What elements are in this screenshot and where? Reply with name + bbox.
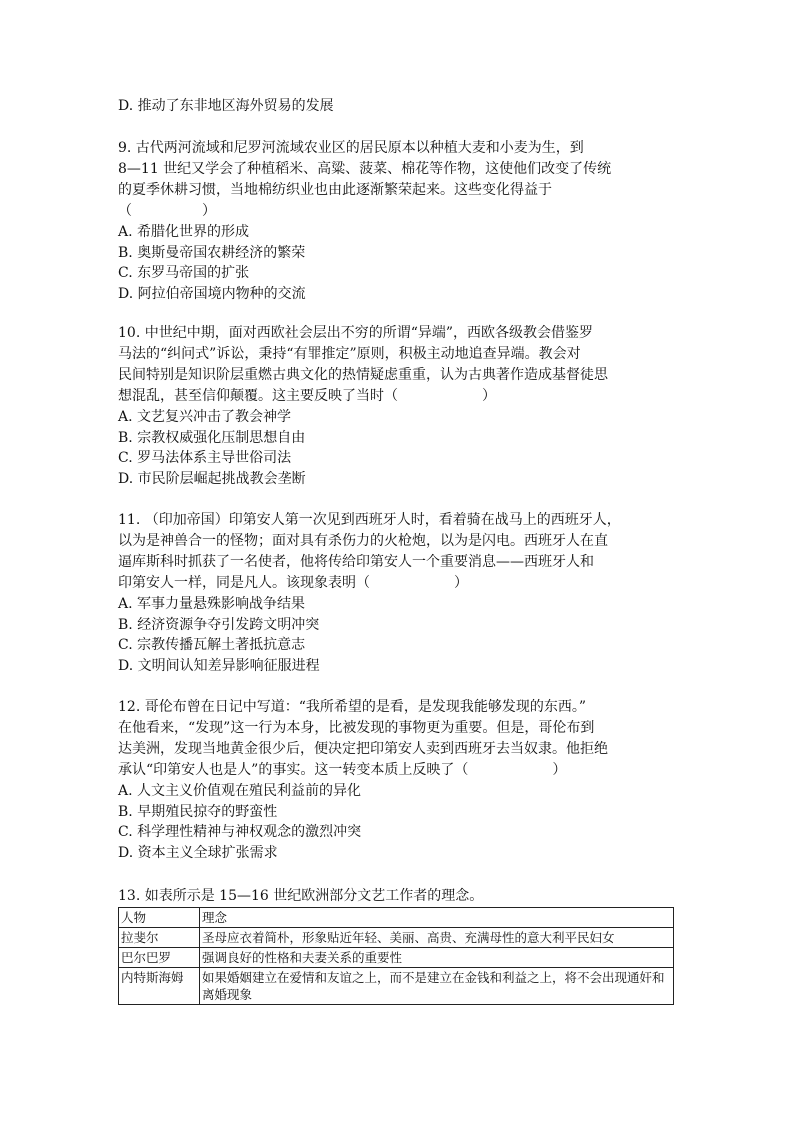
table-header-row: [119, 908, 674, 928]
q9-option-b[interactable]: B. 奥斯曼帝国农耕经济的繁荣: [118, 244, 306, 261]
q9-stem-line-1: 9. 古代两河流域和尼罗河流域农业区的居民原本以种植大麦和小麦为生，到: [118, 140, 584, 156]
q9-answer-blank: （ ）: [118, 203, 216, 219]
q9-option-d[interactable]: D. 阿拉伯帝国境内物种的交流: [118, 285, 306, 302]
q11-stem-line-3: 逼库斯科时抓获了一名使者，他将传给印第安人一个重要消息——西班牙人和: [118, 554, 594, 570]
q11-stem-line-2: 以为是神兽合一的怪物；面对具有杀伤力的火枪炮，以为是闪电。西班牙人在直: [118, 533, 608, 549]
q11-option-d[interactable]: D. 文明间认知差异影响征服进程: [118, 657, 320, 674]
q11-option-b[interactable]: B. 经济资源争夺引发跨文明冲突: [118, 616, 320, 633]
question-9: [118, 138, 678, 304]
q12-stem-line-4: 承认“印第安人也是人”的事实。这一转变本质上反映了（ ）: [118, 762, 567, 778]
q12-stem-line-3: 达美洲，发现当地黄金很少后，便决定把印第安人卖到西班牙去当奴隶。他拒绝: [118, 741, 608, 757]
q11-option-a[interactable]: A. 军事力量悬殊影响战争结果: [118, 596, 306, 612]
q10-option-c[interactable]: C. 罗马法体系主导世俗司法: [118, 450, 292, 466]
q12-option-b[interactable]: B. 早期殖民掠夺的野蛮性: [118, 803, 278, 820]
q12-option-a[interactable]: A. 人文主义价值观在殖民利益前的异化: [118, 783, 362, 799]
q10-option-a[interactable]: A. 文艺复兴冲击了教会神学: [118, 409, 292, 425]
table-cell-person: 拉斐尔: [119, 928, 200, 948]
q11-stem-line-1: 11. （印加帝国）印第安人第一次见到西班牙人时，看着骑在战马上的西班牙人，: [118, 512, 621, 528]
question-12: [118, 697, 678, 863]
concept-table: [118, 907, 674, 1005]
table-cell-person: 巴尔巴罗: [119, 948, 200, 968]
q11-option-c[interactable]: C. 宗教传播瓦解土著抵抗意志: [118, 637, 306, 653]
question-8-tail: [118, 96, 678, 117]
q10-option-b[interactable]: B. 宗教权威强化压制思想自由: [118, 429, 306, 446]
question-10: [118, 323, 678, 489]
q10-stem-line-1: 10. 中世纪中期，面对西欧社会层出不穷的所谓“异端”，西欧各级教会借鉴罗: [118, 325, 594, 341]
q10-stem-line-3: 民间特别是知识阶层重燃古典文化的热情疑虑重重，认为古典著作造成基督徒思: [118, 367, 608, 383]
table-cell-concept: 强调良好的性格和夫妻关系的重要性: [200, 948, 674, 968]
table-header-cell: 理念: [200, 908, 674, 928]
q13-stem: 13. 如表所示是 15—16 世纪欧洲部分文艺工作者的理念。: [118, 888, 484, 904]
q9-option-a[interactable]: A. 希腊化世界的形成: [118, 224, 250, 240]
table-row: [119, 948, 674, 968]
table-cell-concept: 如果婚姻建立在爱情和友谊之上，而不是建立在金钱和利益之上，将不会出现通奸和离婚现象: [200, 968, 674, 1005]
table-cell-person: 内特斯海姆: [119, 968, 200, 1005]
q10-option-d[interactable]: D. 市民阶层崛起挑战教会垄断: [118, 470, 306, 487]
q9-stem-line-2: 8—11 世纪又学会了种植稻米、高粱、菠菜、棉花等作物，这使他们改变了传统: [118, 161, 612, 177]
q12-stem-line-1: 12. 哥伦布曾在日记中写道：“我所希望的是看，是发现我能够发现的东西。”: [118, 699, 587, 715]
table-cell-concept: 圣母应衣着简朴，形象贴近年轻、美丽、高贵、充满母性的意大利平民妇女: [200, 928, 674, 948]
q9-option-c[interactable]: C. 东罗马帝国的扩张: [118, 265, 250, 281]
q11-stem-line-4: 印第安人一样，同是凡人。该现象表明（ ）: [118, 575, 468, 591]
q9-stem-line-3: 的夏季休耕习惯，当地棉纺织业也由此逐渐繁荣起来。这些变化得益于: [118, 182, 552, 198]
table-row: [119, 968, 674, 1005]
q10-stem-line-2: 马法的“纠问式”诉讼，秉持“有罪推定”原则，积极主动地追查异端。教会对: [118, 346, 581, 362]
question-13: [118, 886, 678, 907]
table-header-cell: 人物: [119, 908, 200, 928]
q10-stem-line-4: 想混乱，甚至信仰颠覆。这主要反映了当时（ ）: [118, 388, 496, 404]
q12-option-c[interactable]: C. 科学理性精神与神权观念的激烈冲突: [118, 824, 362, 840]
q12-option-d[interactable]: D. 资本主义全球扩张需求: [118, 844, 278, 861]
q8-option-d[interactable]: D. 推动了东非地区海外贸易的发展: [118, 98, 334, 114]
q12-stem-line-2: 在他看来，“发现”这一行为本身，比被发现的事物更为重要。但是，哥伦布到: [118, 720, 595, 736]
table-row: [119, 928, 674, 948]
question-11: [118, 510, 678, 676]
